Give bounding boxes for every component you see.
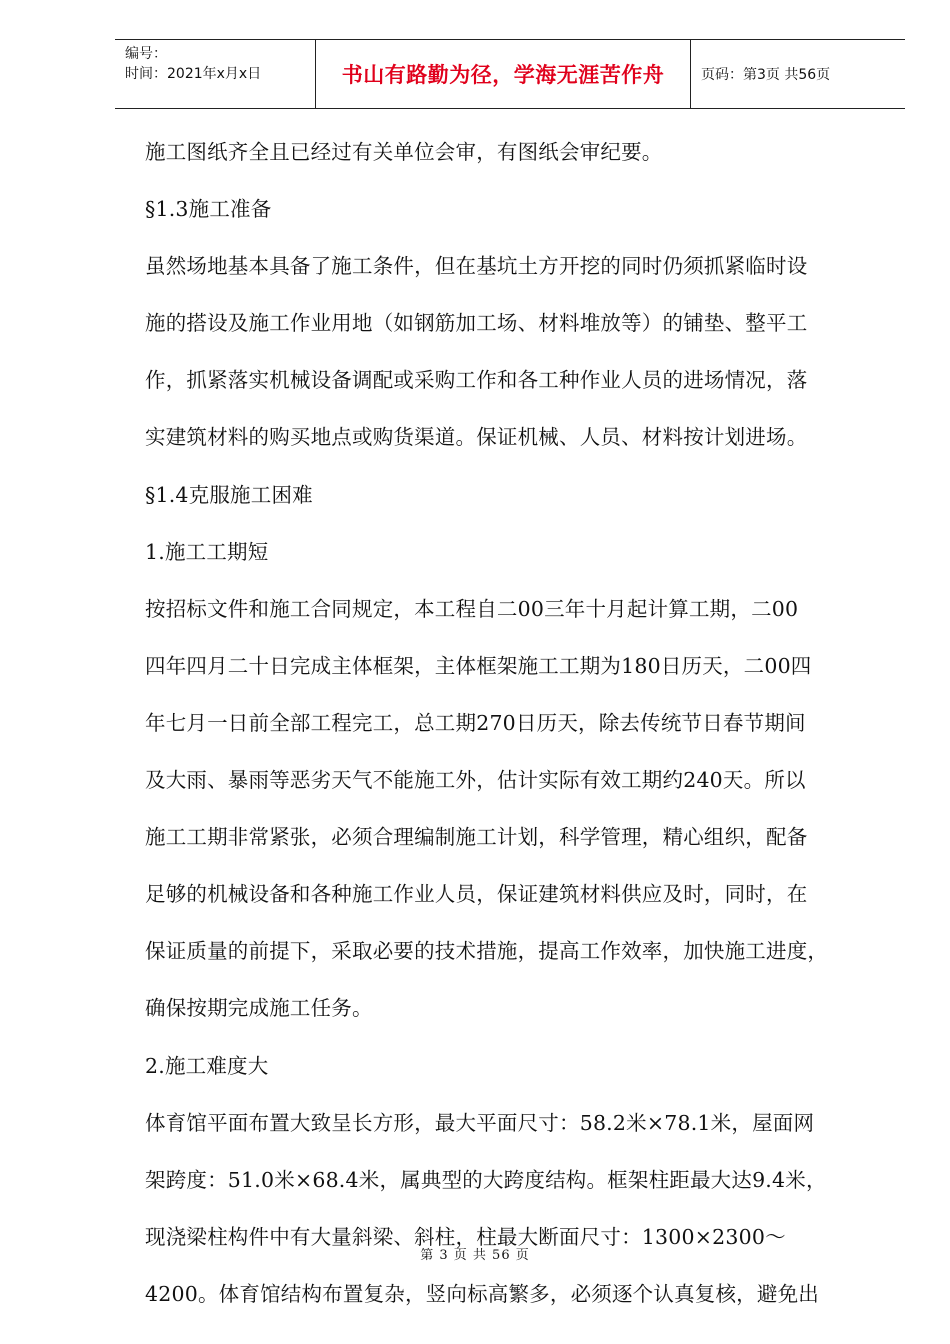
body-line: 现浇梁柱构件中有大量斜梁、斜柱，柱最大断面尺寸：1300×2300～ <box>145 1224 786 1249</box>
body-line: 架跨度：51.0米×68.4米，属典型的大跨度结构。框架柱距最大达9.4米， <box>145 1167 827 1192</box>
time-label: 时间：2021年x月x日 <box>125 66 262 82</box>
header-meta <box>115 40 316 108</box>
page-header <box>115 39 905 109</box>
page-footer: 第 3 页 共 56 页 <box>420 1248 530 1263</box>
document-body <box>145 124 875 1323</box>
section-heading-1-4: §1.4克服施工困难 <box>145 482 313 507</box>
body-line: 按招标文件和施工合同规定，本工程自二00三年十月起计算工期，二00 <box>145 596 799 621</box>
body-line: 年七月一日前全部工程完工，总工期270日历天，除去传统节日春节期间 <box>145 710 806 735</box>
serial-number-label: 编号： <box>125 46 167 62</box>
body-line: 作，抓紧落实机械设备调配或采购工作和各工种作业人员的进场情况，落 <box>145 368 808 393</box>
header-page-info: 页码：第3页 共56页 <box>701 67 831 83</box>
body-line: 及大雨、暴雨等恶劣天气不能施工外，估计实际有效工期约240天。所以 <box>145 768 806 793</box>
body-line: 施的搭设及施工作业用地（如钢筋加工场、材料堆放等）的铺垫、整平工 <box>145 311 808 336</box>
body-line: 保证质量的前提下，采取必要的技术措施，提高工作效率，加快施工进度， <box>145 939 829 964</box>
header-motto: 书山有路勤为径，学海无涯苦作舟 <box>341 63 665 87</box>
body-line: 施工工期非常紧张，必须合理编制施工计划，科学管理，精心组织，配备 <box>145 825 808 850</box>
body-line: 虽然场地基本具备了施工条件，但在基坑土方开挖的同时仍须抓紧临时设 <box>145 254 808 279</box>
subheading-schedule: 1.施工工期短 <box>145 539 269 564</box>
header-page-info-cell <box>691 40 905 108</box>
header-motto-cell <box>316 40 691 108</box>
body-line: 确保按期完成施工任务。 <box>145 996 373 1021</box>
body-line: 四年四月二十日完成主体框架，主体框架施工工期为180日历天，二00四 <box>145 653 812 678</box>
body-line: 施工图纸齐全且已经过有关单位会审，有图纸会审纪要。 <box>145 140 663 164</box>
subheading-difficulty: 2.施工难度大 <box>145 1053 269 1078</box>
body-line: 4200。体育馆结构布置复杂，竖向标高繁多，必须逐个认真复核，避免出 <box>145 1281 819 1306</box>
section-heading-1-3: §1.3施工准备 <box>145 197 272 222</box>
body-line: 实建筑材料的购买地点或购货渠道。保证机械、人员、材料按计划进场。 <box>145 425 808 450</box>
body-line: 足够的机械设备和各种施工作业人员，保证建筑材料供应及时，同时，在 <box>145 882 808 907</box>
body-line: 体育馆平面布置大致呈长方形，最大平面尺寸：58.2米×78.1米，屋面网 <box>145 1110 815 1135</box>
